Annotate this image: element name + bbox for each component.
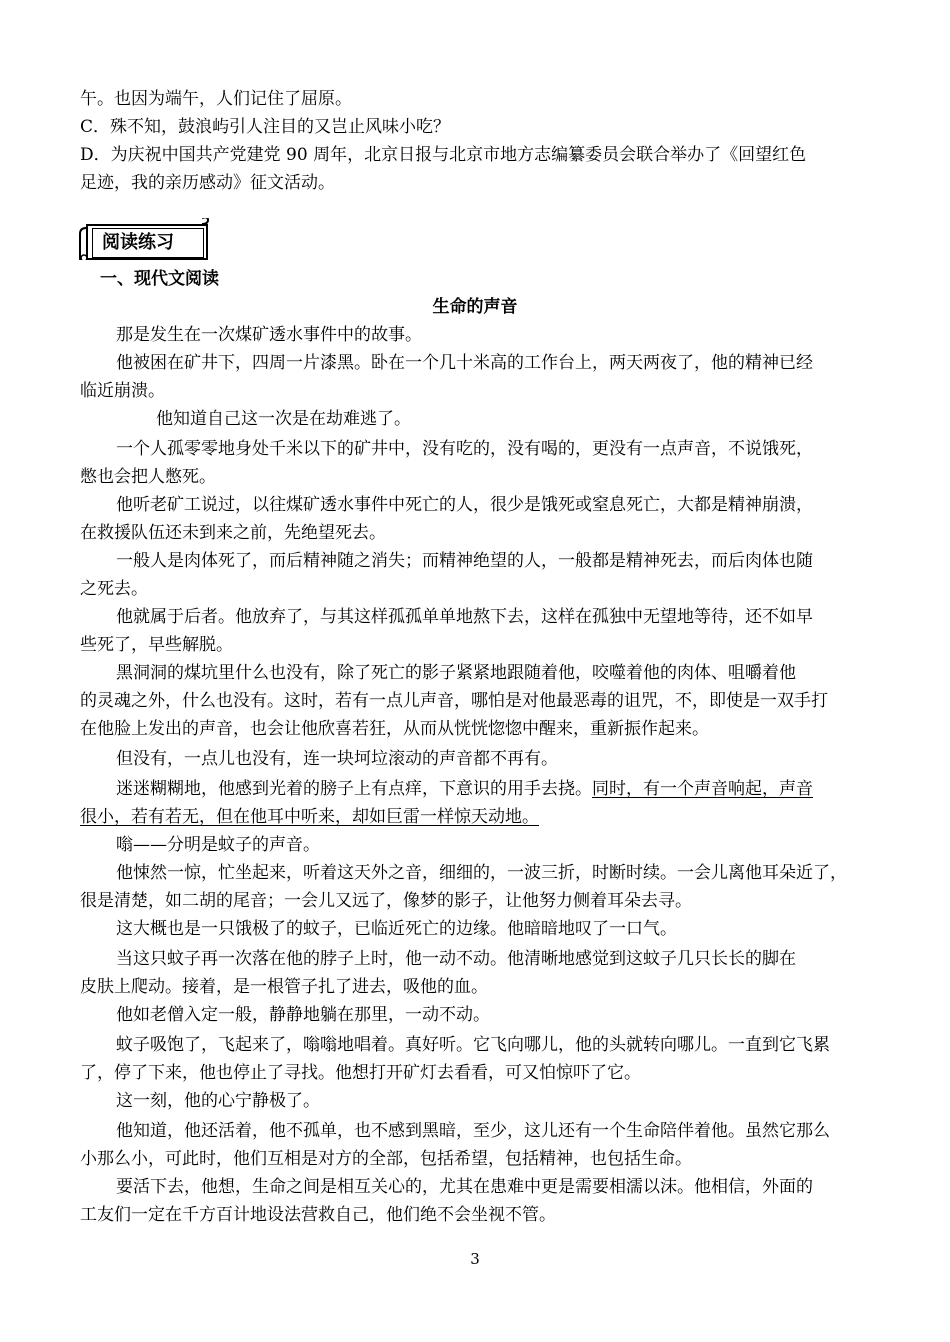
- option-d-line1: D．为庆祝中国共产党建党 90 周年，北京日报与北京市地方志编纂委员会联合举办了《回望红色: [80, 145, 807, 165]
- paragraph-line: 些死了，早些解脱。: [80, 635, 233, 655]
- paragraph-line: 这大概也是一只饿极了的蚊子，已临近死亡的边缘。他暗暗地叹了一口气。: [116, 919, 677, 939]
- paragraph-line: 小那么小，可此时，他们互相是对方的全部，包括希望，包括精神，也包括生命。: [80, 1149, 692, 1169]
- paragraph-line: 蚊子吸饱了，飞起来了，嗡嗡地唱着。真好听。它飞向哪儿，他的头就转向哪儿。一直到它飞累: [116, 1035, 830, 1055]
- paragraph-line: 他听老矿工说过，以往煤矿透水事件中死亡的人，很少是饿死或窒息死亡，大都是精神崩溃，: [116, 495, 813, 515]
- plain-text: 迷迷糊糊地，他感到光着的膀子上有点痒，下意识的用手去挠。: [116, 779, 592, 799]
- paragraph-line: 工友们一定在千方百计地设法营救自己，他们绝不会坐视不管。: [80, 1205, 556, 1225]
- paragraph-line: 他悚然一惊，忙坐起来，听着这天外之音，细细的，一波三折，时断时续。一会儿离他耳朵近了，: [116, 863, 847, 883]
- article-title: 生命的声音: [432, 297, 518, 317]
- paragraph-line: [116, 776, 875, 802]
- section-banner: [78, 218, 210, 260]
- paragraph-line: 他被困在矿井下，四周一片漆黑。卧在一个几十米高的工作台上，两天两夜了，他的精神已经: [116, 353, 813, 373]
- paragraph-line: 了，停了下来，他也停止了寻找。他想打开矿灯去看看，可又怕惊吓了它。: [80, 1063, 641, 1083]
- banner-title: 阅读练习: [102, 232, 174, 253]
- paragraph-line: 憋也会把人憋死。: [80, 467, 216, 487]
- paragraph-line: 一般人是肉体死了，而后精神随之消失；而精神绝望的人，一般都是精神死去，而后肉体也随: [116, 551, 813, 571]
- underlined-text: 很小，若有若无，但在他耳中听来，却如巨雷一样惊天动地。: [80, 807, 539, 827]
- paragraph-line: 的灵魂之外，什么也没有。这时，若有一点儿声音，哪怕是对他最恶毒的诅咒，不，即使是一双手打: [80, 691, 828, 711]
- option-d-line2: 足迹，我的亲历感动》征文活动。: [80, 173, 335, 193]
- underlined-text: 同时，有一个声音响起，声音: [592, 779, 813, 799]
- paragraph-line: 在救援队伍还未到来之前，先绝望死去。: [80, 523, 386, 543]
- paragraph-line: 皮肤上爬动。接着，是一根管子扎了进去，吸他的血。: [80, 977, 488, 997]
- paragraph-line: 那是发生在一次煤矿透水事件中的故事。: [116, 325, 422, 345]
- paragraph-line: 他如老僧入定一般，静静地躺在那里，一动不动。: [116, 1005, 490, 1025]
- paragraph-line: 嗡——分明是蚊子的声音。: [116, 835, 320, 855]
- section-subheading: 一、现代文阅读: [100, 269, 219, 289]
- page-number: 3: [470, 1250, 480, 1268]
- paragraph-line: 当这只蚊子再一次落在他的脖子上时，他一动不动。他清晰地感觉到这蚊子几只长长的脚在: [116, 949, 796, 969]
- paragraph-line: 但没有，一点儿也没有，连一块坷垃滚动的声音都不再有。: [116, 749, 558, 769]
- paragraph-line: 临近崩溃。: [80, 381, 165, 401]
- paragraph-line: 黑洞洞的煤坑里什么也没有，除了死亡的影子紧紧地跟随着他，咬噬着他的肉体、咀嚼着他: [116, 663, 796, 683]
- paragraph-line: 之死去。: [80, 579, 148, 599]
- paragraph-line: 他知道，他还活着，他不孤单，也不感到黑暗，至少，这儿还有一个生命陪伴着他。虽然它那么: [116, 1121, 830, 1141]
- text-line: 午。也因为端午，人们记住了屈原。: [80, 89, 352, 109]
- paragraph-line: 要活下去，他想，生命之间是相互关心的，尤其在患难中更是需要相濡以沫。他相信，外面的: [116, 1177, 813, 1197]
- paragraph-line: 在他脸上发出的声音，也会让他欣喜若狂，从而从恍恍惚惚中醒来，重新振作起来。: [80, 719, 709, 739]
- paragraph-line: 这一刻，他的心宁静极了。: [116, 1091, 320, 1111]
- option-c: C．殊不知，鼓浪屿引人注目的又岂止风味小吃？: [80, 117, 451, 137]
- paragraph-line: [80, 804, 875, 830]
- paragraph-line: 他知道自己这一次是在劫难逃了。: [156, 409, 411, 429]
- paragraph-line: 很是清楚，如二胡的尾音；一会儿又远了，像梦的影子，让他努力侧着耳朵去寻。: [80, 891, 692, 911]
- paragraph-line: 一个人孤零零地身处千米以下的矿井中，没有吃的，没有喝的，更没有一点声音，不说饿死，: [116, 439, 813, 459]
- paragraph-line: 他就属于后者。他放弃了，与其这样孤孤单单地熬下去，这样在孤独中无望地等待，还不如早: [116, 607, 813, 627]
